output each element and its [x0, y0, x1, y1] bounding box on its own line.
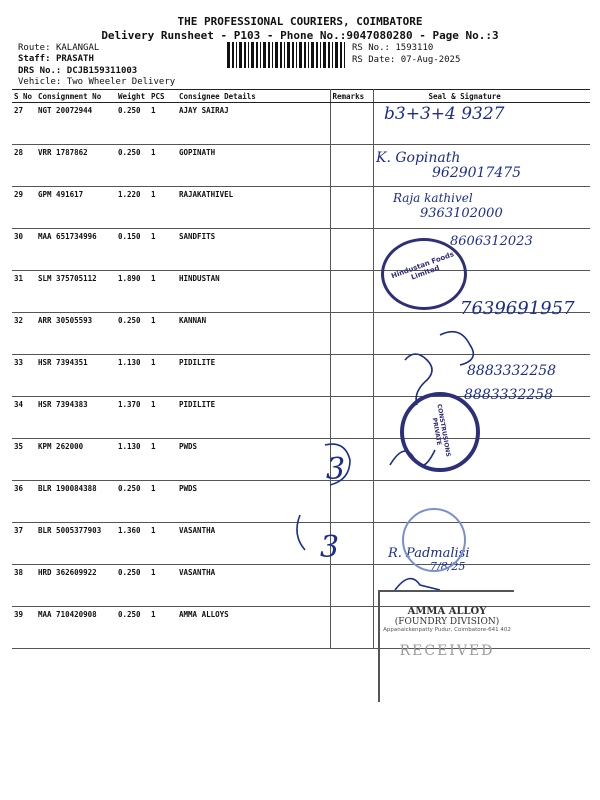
barcode-bar [227, 42, 230, 68]
row-sno: 35 [12, 439, 36, 481]
barcode-bar [323, 42, 326, 68]
barcode-bar [232, 42, 234, 68]
row-pcs: 1 [149, 271, 177, 313]
row-consignee: AJAY SAIRAJ [177, 103, 330, 145]
barcode-bar [251, 42, 254, 68]
rs-date-value: 07-Aug-2025 [400, 55, 461, 65]
row-consignment-no: HSR 7394351 [36, 355, 116, 397]
drs-line [18, 66, 137, 77]
row-consignment-no: VRR 1787862 [36, 145, 116, 187]
row-consignee: AMMA ALLOYS [177, 607, 330, 649]
drs-value: DCJB159311003 [66, 66, 138, 76]
row-weight: 0.250 [116, 565, 149, 607]
row-weight: 0.250 [116, 481, 149, 523]
barcode-bar [239, 42, 242, 68]
staff-line [18, 54, 94, 65]
barcode-bar [287, 42, 290, 68]
row-consignment-no: MAA 710420908 [36, 607, 116, 649]
rs-date-label: RS Date: [352, 55, 396, 65]
row-consignment-no: NGT 20072944 [36, 103, 116, 145]
row-weight: 0.150 [116, 229, 149, 271]
row-consignee: PWDS [177, 439, 330, 481]
row-pcs: 1 [149, 145, 177, 187]
row-sno: 29 [12, 187, 36, 229]
barcode-bar [296, 42, 297, 68]
barcode-bar [244, 42, 246, 68]
row-consignment-no: ARR 30505593 [36, 313, 116, 355]
row-pcs: 1 [149, 439, 177, 481]
drs-label: DRS No.: [18, 66, 62, 76]
barcode-bar [340, 42, 342, 68]
row-weight: 1.360 [116, 523, 149, 565]
sig-row38-num: 3 [320, 530, 340, 565]
row-weight: 1.130 [116, 439, 149, 481]
sig-row32: 7639691957 [460, 298, 575, 319]
barcode-bar [304, 42, 306, 68]
barcode-bar [284, 42, 285, 68]
sig-row29-name: Raja kathivel [393, 191, 473, 205]
row-consignment-no: BLR 5005377903 [36, 523, 116, 565]
barcode-bar [328, 42, 330, 68]
row-consignee: VASANTHA [177, 523, 330, 565]
row-sno: 38 [12, 565, 36, 607]
barcode-bar [332, 42, 333, 68]
sig-row28-name: K. Gopinath [376, 150, 461, 166]
staff-label: Staff: [18, 54, 51, 64]
barcode-bar [316, 42, 318, 68]
barcode-bar [311, 42, 314, 68]
barcode-bar [308, 42, 309, 68]
row-weight: 0.250 [116, 313, 149, 355]
row-pcs: 1 [149, 313, 177, 355]
sig-row27: b3+3+4 9327 [384, 104, 505, 124]
hindustan-stamp-text: Hindustan Foods Limited [390, 250, 456, 282]
row-consignee: PIDILITE [177, 355, 330, 397]
row-sno: 37 [12, 523, 36, 565]
sig-row38-date: 7/8/25 [430, 560, 466, 573]
row-sno: 36 [12, 481, 36, 523]
staff-value: PRASATH [55, 54, 94, 64]
sig-row38-name: R. Padmalisi [388, 546, 470, 561]
row-pcs: 1 [149, 523, 177, 565]
row-sno: 32 [12, 313, 36, 355]
rs-no-line [352, 43, 433, 54]
barcode-bar [320, 42, 321, 68]
row-consignment-no: BLR 190084388 [36, 481, 116, 523]
row-weight: 1.370 [116, 397, 149, 439]
row-weight: 1.130 [116, 355, 149, 397]
row-pcs: 1 [149, 229, 177, 271]
route-line [18, 43, 99, 54]
row-sno: 39 [12, 607, 36, 649]
row-consignee: GOPINATH [177, 145, 330, 187]
amma-stamp-line2: (FOUNDRY DIVISION) [394, 617, 500, 627]
row-sno: 31 [12, 271, 36, 313]
col-weight: Weight [116, 90, 149, 103]
row-consignee: HINDUSTAN [177, 271, 330, 313]
row-sno: 27 [12, 103, 36, 145]
barcode-bar [256, 42, 258, 68]
amma-stamp-line4: RECEIVED [399, 643, 495, 659]
sig-row30: 8606312023 [450, 234, 533, 249]
barcode-bar [335, 42, 338, 68]
row-pcs: 1 [149, 397, 177, 439]
sig-row33: 8883332258 [467, 363, 557, 379]
row-consignment-no: KPM 262000 [36, 439, 116, 481]
row-remarks [330, 103, 373, 145]
row-pcs: 1 [149, 103, 177, 145]
barcode-bar [275, 42, 278, 68]
runsheet-subtitle: Delivery Runsheet - P103 - Phone No.:9047080280 - Page No.:3 [101, 29, 499, 42]
route-label: Route: [18, 43, 51, 53]
vehicle-value: Two Wheeler Delivery [66, 77, 176, 87]
row-consignee: RAJAKATHIVEL [177, 187, 330, 229]
row-consignment-no: HSR 7394383 [36, 397, 116, 439]
row-pcs: 1 [149, 565, 177, 607]
row-pcs: 1 [149, 187, 177, 229]
vehicle-line [18, 77, 175, 88]
hindustan-stamp [381, 238, 467, 310]
row-pcs: 1 [149, 355, 177, 397]
barcode-image [227, 42, 345, 68]
sig-row36: 3 [326, 452, 346, 487]
table-row [12, 187, 590, 229]
barcode-bar [263, 42, 266, 68]
sig-row28-phone: 9629017475 [432, 165, 522, 181]
rs-date-line [352, 55, 460, 66]
barcode-bar [236, 42, 237, 68]
barcode-bar [299, 42, 302, 68]
sig-row29-phone: 9363102000 [420, 206, 503, 221]
col-sno: S No [12, 90, 36, 103]
rs-no-label: RS No.: [352, 43, 390, 53]
barcode-bar [268, 42, 270, 68]
row-remarks [330, 187, 373, 229]
row-consignment-no: SLM 375705112 [36, 271, 116, 313]
amma-stamp-line3: Appanaickenpatty Pudur, Coimbatore-641 402 [383, 627, 511, 633]
row-consignment-no: GPM 491617 [36, 187, 116, 229]
row-weight: 0.250 [116, 103, 149, 145]
table-header-row [12, 90, 590, 103]
pidilite-stamp [400, 392, 480, 472]
row-weight: 1.890 [116, 271, 149, 313]
row-sno: 34 [12, 397, 36, 439]
row-consignment-no: MAA 651734996 [36, 229, 116, 271]
pidilite-stamp-text: CONSTRUSIONS PRIVATE [430, 403, 452, 458]
row-consignee: PWDS [177, 481, 330, 523]
amma-stamp-line1: AMMA ALLOY [407, 606, 487, 617]
row-remarks [330, 145, 373, 187]
barcode-bar [280, 42, 282, 68]
vehicle-label: Vehicle: [18, 77, 62, 87]
sig-row34: 8883332258 [464, 387, 554, 403]
row-sno: 28 [12, 145, 36, 187]
route-value: KALANGAL [55, 43, 100, 53]
row-sno: 33 [12, 355, 36, 397]
faint-stamp [402, 508, 466, 572]
col-consignee: Consignee Details [177, 90, 330, 103]
row-weight: 0.250 [116, 607, 149, 649]
col-pcs: PCS [149, 90, 177, 103]
barcode-bar [272, 42, 273, 68]
barcode-bar [344, 42, 345, 68]
row-consignee: KANNAN [177, 313, 330, 355]
row-pcs: 1 [149, 481, 177, 523]
amma-alloy-stamp [378, 590, 514, 702]
col-seal-signature: Seal & Signature [373, 90, 590, 103]
row-consignee: VASANTHA [177, 565, 330, 607]
barcode-bar [260, 42, 261, 68]
row-weight: 1.220 [116, 187, 149, 229]
row-sno: 30 [12, 229, 36, 271]
row-pcs: 1 [149, 607, 177, 649]
row-consignee: SANDFITS [177, 229, 330, 271]
rs-no-value: 1593110 [395, 43, 434, 53]
barcode-bar [292, 42, 294, 68]
col-remarks: Remarks [330, 90, 373, 103]
row-consignment-no: HRD 362609922 [36, 565, 116, 607]
company-title: THE PROFESSIONAL COURIERS, COIMBATORE [177, 15, 423, 28]
barcode-bar [248, 42, 249, 68]
col-consignment: Consignment No [36, 90, 116, 103]
row-consignee: PIDILITE [177, 397, 330, 439]
row-weight: 0.250 [116, 145, 149, 187]
